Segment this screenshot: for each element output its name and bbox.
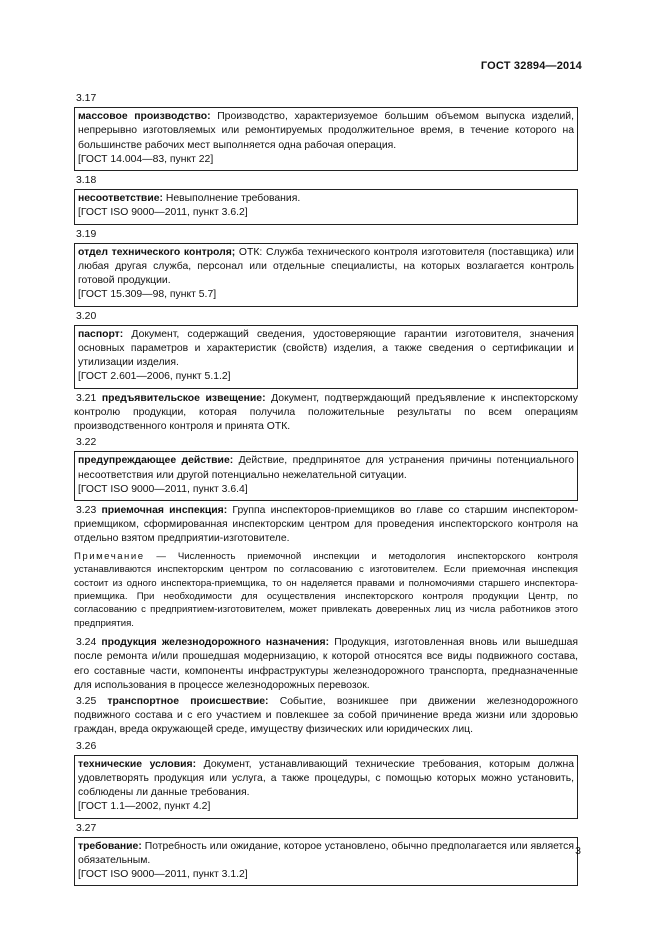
term-name: предупреждающее действие: [78,455,234,467]
definition-text: Группа инспекторов-приемщиков во главе со старшим инспектором-приемщиком, сформированная инспекторским центром для проведения инспекторского контроля на отдельно взятом предприятии-изготовителе. [74,505,578,545]
source-reference: [ГОСТ ISO 9000—2011, пункт 3.1.2] [78,869,248,881]
term-name: требование: [78,840,142,852]
term-name: приемочная инспекция: [101,505,228,517]
term-number: 3.22 [76,437,97,449]
term-definition [78,246,574,289]
term-paragraph [74,392,578,435]
note-dash: — [144,550,178,562]
source-reference: [ГОСТ 15.309—98, пункт 5.7] [78,289,217,301]
source-reference: [ГОСТ ISO 9000—2011, пункт 3.6.4] [78,483,248,495]
note-label: Примечание [74,550,145,562]
term-paragraph [74,504,578,547]
note-text: Численность приемочной инспекции и методология инспекторского контроля устанавливаются инспекторским центром по согласованию с изготовителем. Если приемочная инспекция состоит из одного инспектора-приемщика, то он наделяется правами и полномочиями старшего инспектора-приемщика. При необходимости для осуществления инспекторского контроля продукции Центр, по согласованию с предприятием-изготовителем, может привлекать доверенных лиц из числа работников этого предприятия. [74,550,578,629]
term-definition [78,454,574,482]
definition-text: Событие, возникшее при движении железнодорожного подвижного состава и с его участием и повлекшее за собой причинение вреда жизни или здоровью граждан, вреда окружающей среде, имуществу физических или юридических лиц. [74,695,578,736]
definition-text: Документ, содержащий сведения, удостоверяющие гарантии изготовителя, значения основных параметров и характеристик (свойств) изделия, а также сведения о сертификации и утилизации изделия. [78,328,574,369]
term-box [74,189,578,224]
term-number: 3.21 [76,392,97,404]
definition-text: Потребность или ожидание, которое установлено, обычно предполагается или является обязательным. [78,840,574,866]
term-paragraph [74,695,578,738]
source-reference: [ГОСТ ISO 9000—2011, пункт 3.6.2] [78,207,248,219]
term-name: несоответствие: [78,193,163,205]
document-number: ГОСТ 32894—2014 [480,60,582,72]
term-definition [78,110,574,153]
term-number: 3.19 [76,228,97,240]
term-number: 3.27 [76,822,97,834]
term-box [74,325,578,389]
definition-text: Действие, предпринятое для устранения причины потенциального несоответствия или другой потенциально нежелательной ситуации. [78,455,574,481]
term-name: паспорт: [78,328,124,340]
source-reference: [ГОСТ 1.1—2002, пункт 4.2] [78,801,211,813]
term-box [74,107,578,171]
term-number: 3.23 [76,505,97,517]
term-number: 3.17 [76,93,97,104]
term-number: 3.25 [76,695,97,707]
term-definition [78,758,574,801]
term-box [74,837,578,887]
term-number: 3.26 [76,740,97,752]
definition-text: Документ, подтверждающий предъявление к инспекторскому контролю продукции, которая получила положительные результаты по всем операциям производственного контроля и принята ОТК. [74,392,579,433]
term-definition [78,192,574,206]
term-box [74,243,578,307]
definition-text: Производство, характеризуемое большим объемом выпуска изделий, непрерывно изготовляемых или ремонтируемых продолжительное время, в течение которого на большинстве рабочих мест выполняется одна рабочая операция. [78,111,574,151]
term-name: продукция железнодорожного назначения: [101,637,330,649]
term-box [74,451,578,501]
term-name: отдел технического контроля; [78,246,236,258]
term-number: 3.18 [76,175,97,187]
term-name: технические условия: [78,758,197,770]
definition-text: Продукция, изготовленная вновь или вышедшая после ремонта и/или прошедшая модернизацию, к которой относятся все виды подвижного состава, его составные части, компоненты инфраструктуры железнодорожного транспорта, предназначенные для использования в процессе железнодорожных перевозок. [74,637,579,691]
term-number: 3.20 [76,310,97,322]
term-name: транспортное происшествие: [107,695,269,707]
source-reference: [ГОСТ 2.601—2006, пункт 5.1.2] [78,371,231,383]
definition-text: Документ, устанавливающий технические требования, которым должна удовлетворять продукция или услуга, а также процедуры, с помощью которых можно установить, соблюдены ли данные требования. [78,758,574,799]
term-paragraph [74,636,578,693]
term-box [74,755,578,819]
term-definition [78,840,574,868]
term-definition [78,328,574,371]
source-reference: [ГОСТ 14.004—83, пункт 22] [78,153,214,165]
page-number: 3 [575,845,581,857]
definition-text: ОТК: Служба технического контроля изготовителя (поставщика) или любая другая служба, персонал или отдельные специалисты, на которых возлагается контроль готовой продукции. [78,246,574,287]
page-content [74,92,578,889]
definition-text: Невыполнение требования. [162,193,301,205]
term-number: 3.24 [76,637,97,649]
term-name: предъявительское извещение: [101,392,266,404]
term-name: массовое производство: [78,111,211,123]
note-paragraph [74,550,578,630]
